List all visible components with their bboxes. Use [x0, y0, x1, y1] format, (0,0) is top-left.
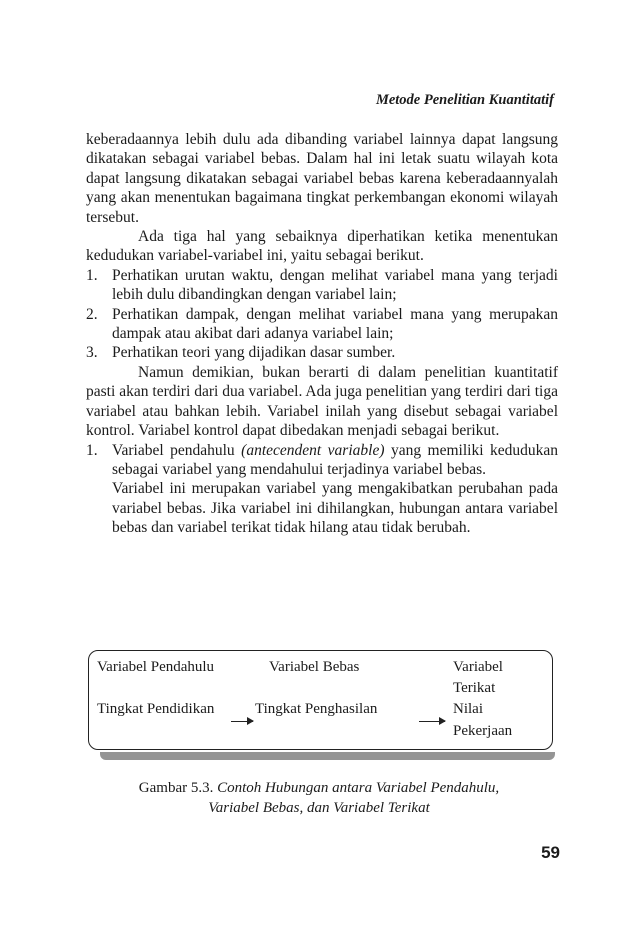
list-text-start: Variabel pendahulu — [112, 441, 242, 459]
list-continuation: Variabel ini merupakan variabel yang mengakibatkan perubahan pada variabel bebas. Jika variabel ini dihilangkan, hubungan antara variabel bebas dan variabel terikat tidak hilang atau tidak berubah. — [112, 480, 558, 537]
arrow-icon — [419, 721, 445, 722]
figure-caption — [0, 778, 638, 818]
figure-label-pendidikan: Tingkat Pendidikan — [97, 701, 215, 717]
figure-label-penghasilan: Tingkat Penghasilan — [255, 701, 378, 717]
list-item — [86, 305, 558, 344]
list-text-italic: (antecendent variable) — [241, 441, 385, 459]
list-number: 2. — [86, 305, 98, 323]
list-item — [86, 441, 558, 480]
figure-label-bebas: Variabel Bebas — [269, 659, 360, 675]
figure-shadow — [100, 752, 555, 760]
figure-label-terikat-2: Terikat — [453, 680, 496, 696]
page-number: 59 — [541, 843, 560, 862]
list-text: Perhatikan urutan waktu, dengan melihat variabel mana yang terjadi lebih dulu dibandingkan dengan variabel lain; — [112, 266, 558, 304]
list-number: 1. — [86, 441, 98, 459]
figure-box — [88, 650, 553, 750]
list-item — [86, 266, 558, 305]
caption-line-2: Variabel Bebas, dan Variabel Terikat — [208, 800, 430, 816]
figure-label-pekerjaan: Pekerjaan — [453, 723, 513, 739]
arrow-icon — [231, 721, 253, 722]
paragraph-1: keberadaannya lebih dulu ada dibanding variabel lainnya dapat langsung dikatakan sebagai variabel bebas. Dalam hal ini letak suatu wilayah kota dapat langsung dikatakan sebagai variabel bebas karena keberadaannyalah yang akan menentukan bagaimana tingkat perkembangan ekonomi wilayah tersebut. — [86, 131, 558, 226]
list-text-end: yang memiliki kedudukan sebagai variabel yang mendahului terjadinya variabel bebas. — [112, 441, 558, 478]
figure-label-pendahulu: Variabel Pendahulu — [97, 659, 215, 675]
figure-label-terikat-1: Variabel — [453, 659, 503, 675]
list-text: Perhatikan teori yang dijadikan dasar sumber. — [112, 344, 396, 362]
list-number: 1. — [86, 266, 98, 284]
figure-label-nilai: Nilai — [453, 701, 483, 717]
running-header: Metode Penelitian Kuantitatif — [375, 92, 554, 108]
paragraph-3: Namun demikian, bukan berarti di dalam penelitian kuantitatif pasti akan terdiri dari dua variabel. Ada juga penelitian yang terdiri dari tiga variabel atau bahkan lebih. Variabel inilah yang disebut sebagai variabel kontrol. Variabel kontrol dapat dibedakan menjadi sebagai berikut. — [86, 363, 558, 440]
paragraph-2: Ada tiga hal yang sebaiknya diperhatikan ketika menentukan kedudukan variabel-variabel ini, yaitu sebagai berikut. — [86, 228, 558, 265]
caption-prefix: Gambar 5.3. — [138, 780, 218, 796]
list-number: 3. — [86, 344, 98, 362]
list-text: Perhatikan dampak, dengan melihat variabel mana yang merupakan dampak atau akibat dari adanya variabel lain; — [112, 305, 558, 343]
caption-title-1: Contoh Hubungan antara Variabel Pendahulu, — [217, 780, 500, 796]
list-item — [86, 343, 558, 362]
caption-line-1 — [0, 778, 638, 798]
body-text — [86, 130, 558, 538]
